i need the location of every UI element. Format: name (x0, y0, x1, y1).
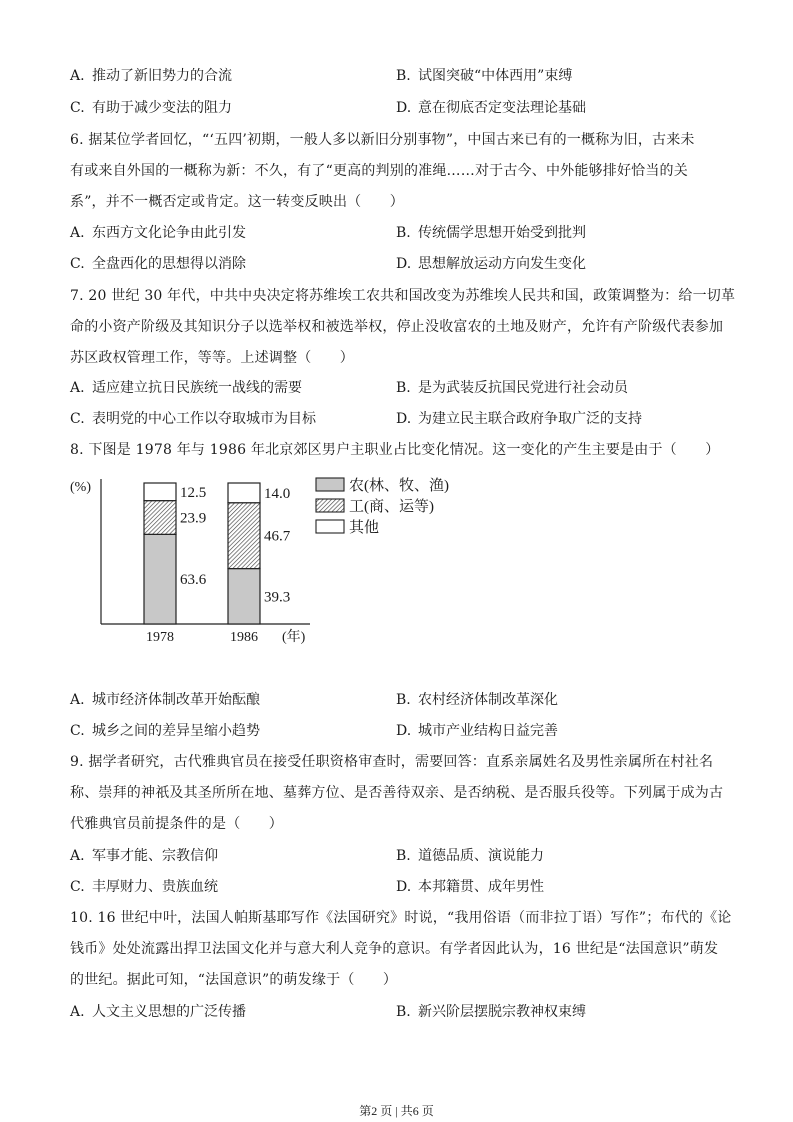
question-8-option-d: D. 城市产业结构日益完善 (396, 723, 558, 739)
legend-swatch-2 (316, 520, 344, 533)
value-label-1986-2: 14.0 (264, 485, 291, 502)
question-6-option-b: B. 传统儒学思想开始受到批判 (396, 225, 586, 241)
option-b: B. 试图突破“中体西用”束缚 (396, 68, 573, 84)
x-tick-labels-group (146, 630, 258, 645)
question-10-option-a: A. 人文主义思想的广泛传播 (70, 1004, 246, 1020)
question-7-stem-line-2: 命的小资产阶级及其知识分子以选举权和被选举权，停止没收富农的土地及财产，允许有产阶级代表参加 (70, 319, 724, 335)
question-9-stem-line-3: 代雅典官员前提条件的是（ ） (70, 816, 283, 832)
question-6-stem-line-1: 6. 据某位学者回忆，“‘五四’初期，一般人多以新旧分别事物”，中国古来已有的一概称为旧，古来未 (70, 132, 695, 148)
question-9-option-b: B. 道德品质、演说能力 (396, 848, 544, 864)
question-7-stem-line-3: 苏区政权管理工作，等等。上述调整（ ） (70, 350, 354, 366)
question-7-stem-line-1: 7. 20 世纪 30 年代，中共中央决定将苏维埃工农共和国改变为苏维埃人民共和国，政策调整为：给一切革 (70, 288, 736, 304)
question-9-stem-line-1: 9. 据学者研究，古代雅典官员在接受任职资格审查时，需要回答：直系亲属姓名及男性亲属所在村社名 (70, 754, 714, 770)
value-label-1978-1: 23.9 (180, 510, 207, 527)
bar-segment-1978-1 (144, 501, 176, 535)
question-7-option-a: A. 适应建立抗日民族统一战线的需要 (70, 380, 302, 396)
option-c: C. 有助于减少变法的阻力 (70, 100, 232, 116)
legend-label-0: 农(林、牧、渔) (349, 478, 449, 494)
question-9-option-d: D. 本邦籍贯、成年男性 (396, 879, 544, 895)
bar-segment-1986-2 (228, 483, 260, 503)
x-tick-label-1978: 1978 (146, 630, 174, 645)
question-8-stem-line-1: 8. 下图是 1978 年与 1986 年北京郊区男户主职业占比变化情况。这一变化的产生主要是由于（ ） (70, 442, 720, 458)
occupation-stacked-bar-chart (60, 465, 480, 655)
question-9-option-c: C. 丰厚财力、贵族血统 (70, 879, 218, 895)
question-10-stem-line-2: 钱币》处处流露出捍卫法国文化并与意大利人竞争的意识。有学者因此认为，16 世纪是“法国意识”萌发 (70, 941, 719, 957)
question-6-option-c: C. 全盘西化的思想得以消除 (70, 256, 246, 272)
bar-segment-1986-0 (228, 569, 260, 624)
bar-segment-1978-2 (144, 483, 176, 501)
question-7-option-c: C. 表明党的中心工作以夺取城市为目标 (70, 411, 316, 427)
bar-segment-1978-0 (144, 534, 176, 624)
page-footer: 第2 页 | 共6 页 (359, 1104, 434, 1118)
legend-label-1: 工(商、运等) (349, 499, 434, 515)
option-a: A. 推动了新旧势力的合流 (70, 68, 232, 84)
question-9-option-a: A. 军事才能、宗教信仰 (70, 848, 218, 864)
bar-segment-1986-1 (228, 503, 260, 569)
y-axis-label: (%) (70, 480, 91, 495)
value-label-1986-0: 39.3 (264, 589, 291, 606)
question-10-stem-line-1: 10. 16 世纪中叶，法国人帕斯基耶写作《法国研究》时说，“我用俗语（而非拉丁语）写作”；布代的《论 (70, 910, 732, 926)
question-7-option-d: D. 为建立民主联合政府争取广泛的支持 (396, 411, 642, 427)
value-label-1978-2: 12.5 (180, 484, 207, 501)
question-8-option-b: B. 农村经济体制改革深化 (396, 692, 558, 708)
question-10-option-b: B. 新兴阶层摆脱宗教神权束缚 (396, 1004, 586, 1020)
legend-swatch-1 (316, 499, 344, 512)
question-7-option-b: B. 是为武装反抗国民党进行社会动员 (396, 380, 628, 396)
question-8-option-a: A. 城市经济体制改革开始酝酿 (70, 692, 260, 708)
question-9-stem-line-2: 称、崇拜的神祇及其圣所所在地、墓葬方位、是否善待双亲、是否纳税、是否服兵役等。下列属于成为古 (70, 785, 724, 801)
value-label-1986-1: 46.7 (264, 528, 291, 545)
bars-group (144, 483, 260, 624)
value-label-1978-0: 63.6 (180, 572, 207, 589)
legend-label-2: 其他 (349, 520, 380, 536)
x-tick-label-1986: 1986 (230, 630, 258, 645)
question-8-option-c: C. 城乡之间的差异呈缩小趋势 (70, 723, 260, 739)
question-6-stem-line-2: 有或来自外国的一概称为新：不久，有了“更高的判别的准绳……对于古今、中外能够排好恰当的关 (70, 163, 688, 179)
chart-legend (316, 477, 449, 536)
question-6-stem-line-3: 系”，并不一概否定或肯定。这一转变反映出（ ） (70, 194, 404, 210)
question-6-option-a: A. 东西方文化论争由此引发 (70, 225, 246, 241)
legend-swatch-0 (316, 478, 344, 491)
x-axis-label: (年) (282, 630, 306, 645)
question-10-stem-line-3: 的世纪。据此可知，“法国意识”的萌发缘于（ ） (70, 972, 398, 988)
option-d: D. 意在彻底否定变法理论基础 (396, 100, 586, 116)
question-6-option-d: D. 思想解放运动方向发生变化 (396, 256, 586, 272)
